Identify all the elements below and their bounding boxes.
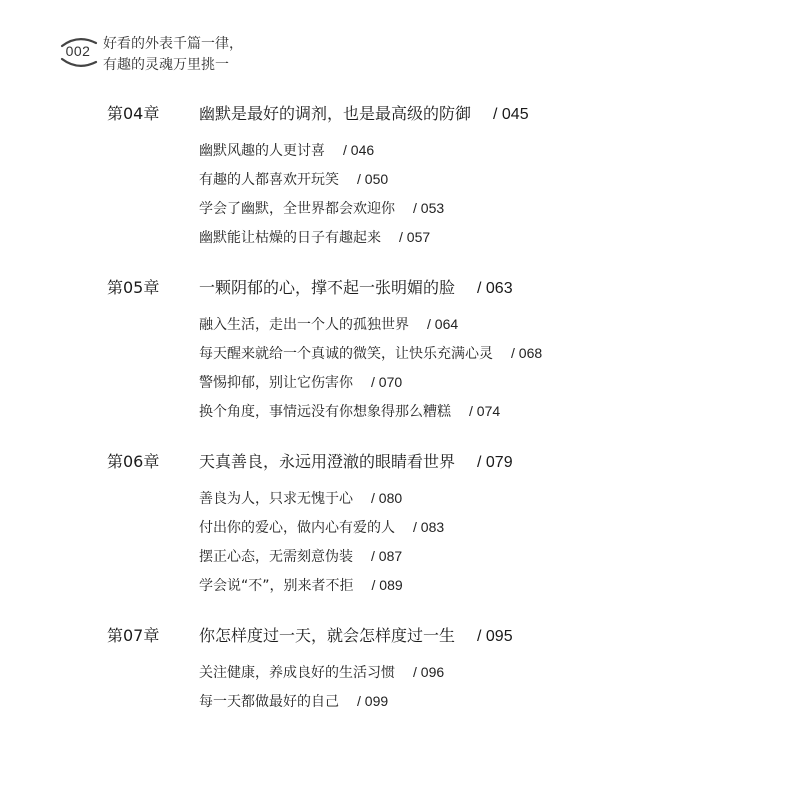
section-page: / 096: [413, 664, 445, 680]
chapter-label: 第04章: [107, 104, 160, 123]
section-page: / 053: [413, 200, 445, 216]
chapter-title-wrap: [199, 448, 513, 477]
section-page: / 046: [343, 142, 375, 158]
section-item[interactable]: [199, 194, 444, 223]
section-item[interactable]: [199, 571, 444, 600]
chapter-title: 你怎样度过一天，就会怎样度过一生: [199, 626, 456, 645]
section-page: / 080: [371, 490, 403, 506]
section-item[interactable]: [199, 542, 444, 571]
section-item[interactable]: [199, 339, 542, 368]
section-item[interactable]: [199, 368, 542, 397]
section-title: 每天醒来就给一个真诚的微笑，让快乐充满心灵: [199, 346, 493, 362]
running-header-text: [103, 34, 243, 76]
section-title: 善良为人，只求无愧于心: [199, 491, 353, 507]
section-page: / 057: [399, 229, 431, 245]
page-number: 002: [65, 43, 91, 59]
chapter-page: / 063: [477, 280, 513, 297]
section-item[interactable]: [199, 165, 444, 194]
chapter-label: 第06章: [107, 452, 160, 471]
chapter-title: 幽默是最好的调剂，也是最高级的防御: [199, 104, 472, 123]
section-title: 每一天都做最好的自己: [199, 694, 339, 710]
section-page: / 050: [357, 171, 389, 187]
section-page: / 087: [371, 548, 403, 564]
chapter-title: 天真善良，永远用澄澈的眼睛看世界: [199, 452, 456, 471]
chapter-page: / 079: [477, 454, 513, 471]
section-page: / 099: [357, 693, 389, 709]
section-item[interactable]: [199, 687, 444, 716]
section-item[interactable]: [199, 658, 444, 687]
section-title: 摆正心态，无需刻意伪装: [199, 549, 353, 565]
section-title: 幽默能让枯燥的日子有趣起来: [199, 230, 381, 246]
section-title: 学会说“不”，别来者不拒: [199, 578, 354, 594]
section-title: 幽默风趣的人更讨喜: [199, 143, 325, 159]
section-list: [199, 310, 542, 426]
chapter-label: 第07章: [107, 626, 160, 645]
section-title: 有趣的人都喜欢开玩笑: [199, 172, 339, 188]
section-item[interactable]: [199, 310, 542, 339]
section-item[interactable]: [199, 136, 444, 165]
section-title: 付出你的爱心，做内心有爱的人: [199, 520, 395, 536]
chapter-title: 一颗阴郁的心，撑不起一张明媚的脸: [199, 278, 456, 297]
section-page: / 070: [371, 374, 403, 390]
section-page: / 068: [511, 345, 543, 361]
chapter-page: / 095: [477, 628, 513, 645]
chapter-title-wrap: [199, 622, 513, 651]
section-page: / 083: [413, 519, 445, 535]
chapter-title-wrap: [199, 100, 529, 129]
section-item[interactable]: [199, 484, 444, 513]
chapter-page: / 045: [493, 106, 529, 123]
section-list: [199, 658, 444, 716]
section-item[interactable]: [199, 223, 444, 252]
chapter-label: 第05章: [107, 278, 160, 297]
section-list: [199, 484, 444, 600]
section-title: 学会了幽默，全世界都会欢迎你: [199, 201, 395, 217]
section-list: [199, 136, 444, 252]
page-number-badge: [58, 32, 104, 72]
section-page: / 089: [371, 577, 403, 593]
section-item[interactable]: [199, 513, 444, 542]
chapter-title-wrap: [199, 274, 513, 303]
section-title: 换个角度，事情远没有你想象得那么糟糕: [199, 404, 451, 420]
section-page: / 074: [469, 403, 501, 419]
section-page: / 064: [427, 316, 459, 332]
section-title: 融入生活，走出一个人的孤独世界: [199, 317, 409, 333]
header-line-1: 好看的外表千篇一律，: [103, 36, 243, 52]
section-title: 警惕抑郁，别让它伤害你: [199, 375, 353, 391]
section-title: 关注健康，养成良好的生活习惯: [199, 665, 395, 681]
section-item[interactable]: [199, 397, 542, 426]
header-line-2: 有趣的灵魂万里挑一: [103, 57, 229, 73]
